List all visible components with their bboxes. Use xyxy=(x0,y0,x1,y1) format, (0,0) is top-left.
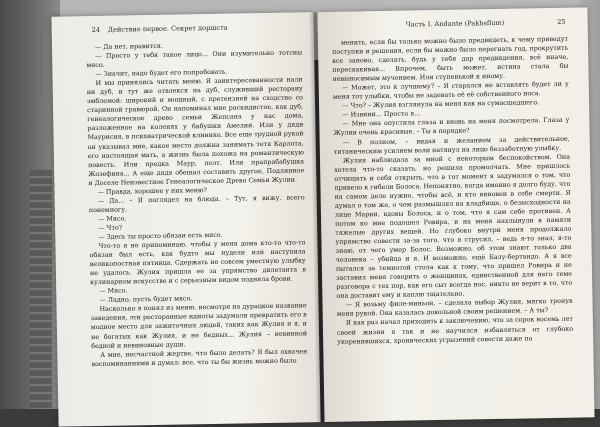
left_page-line: — Да нет, нравится. xyxy=(94,42,163,51)
right_page-line: менить, если бы только можно было предвидеть, к чему приведут поступки и решения, если бы можно было перегнать год, прокрутить все заново, сделать, будь у тебя дар предвидения, всё иначе, перескакивая... Впрочем, быть может, истина стала бы невыносимым мучением. Или ступенькой к иному. xyxy=(332,35,569,84)
right_page-line: — Извини... Просто я... xyxy=(342,110,421,120)
left_page-line: Что-то я не припоминаю, чтобы у меня дома кто-то что-то обязан был есть, как будто мы нудели или наступила великопостная пятница. Сдержать не совсем уместную улыбку не удалось. Жулия пришла ее за упрямство дилетанта в кулинарном искусстве и с серьезным видом подняла брови. xyxy=(89,239,306,287)
left_page-line: — Да... – Я поглядел на блюда. – Тут, я вижу, всего понемногу. xyxy=(88,194,305,214)
left-page xyxy=(51,12,320,427)
left-page-number: 24 xyxy=(91,25,101,35)
background-book-spines xyxy=(30,170,52,409)
open-book xyxy=(51,7,596,426)
left-page-header xyxy=(91,22,296,35)
right-page-text xyxy=(332,35,573,347)
right_page-line: — Мне она опустила глаза и вновь на меня посмотрела. Глаза у Жулии очень красивые. – Ты в порядке? xyxy=(333,117,570,138)
right-running-head: Часть I. Andante (Pakhsflum) xyxy=(405,18,505,29)
right_page-line: — Что? – Жулия взглянула на меня как на сумасшедшего. xyxy=(342,99,540,110)
left_page-line: — Здесь ты просто обязан есть мясо. xyxy=(98,231,223,241)
right_page-line: Жулия наблюдала за мной с некоторым беспокойством. Она хотела что-то сказать, но решила промолчать. Мне пришлось отчищать и себя открыть, что в тот момент я задумался о том, что привело к гибели Болоса. Непонятно, когда именно я долго буду, что на самом деле нужно, чтобы всё, и кто виновен в себе смерти. Я думал о том же, о чем размышлял на кладбище, о безысходности на лице Марии, вдовы Болоса, и о том, что я сам себе противен. А потом ко мне подошел Ровира, и на меня нахлынули в памяти тяжелые других вещей. Но глубоко внутри меня продолжало упрямство совести за-за того, что я струсил, – ведь я-то знал, я-то знаю, от чего умер Болос. Возможно, об этом знают только два человека – убийца и я. И возможно, ещё Балу-бертандо. А я все пытался за темнотой стола как к тому, что пришел Ровира и не заставил меня говорить о женщинах, единственной для него теме разговора с тех пор, как его сыт всегда нос, никто не верит в то, что она доставит ему и каплю тщательно. xyxy=(334,153,573,301)
left_page-line: — Значит, надо будет его попробовать. xyxy=(95,68,228,79)
left_page-line: — Правда, хорошее у них меню? xyxy=(97,186,207,196)
left_page-line: — Мясо. xyxy=(99,287,128,296)
right-page xyxy=(317,7,594,422)
left-running-head: Действие первое. Секрет доршста xyxy=(107,23,228,34)
right-page-number: 25 xyxy=(557,17,566,26)
left_page-line: И мы принялись читать меню. Я заинтересованности нали ни дуб, и тут же отвлекся на дуб, служивший рестораиу эмблемой: широкий и мощный, с претензией на сходство со старинной гравюрой. Он напоминал мне раскидистое, как дуб, генеалогическое древо семьи Жепсана у нас дома, разложенное на коленях у бабушки Амелии. Или у дяди Маурисия, в психиатрической клинике. Все еще трудной рукой он указывал мне, какое место должна занимать тетя Карлота, его настоящая мать, а жизнь была похожа на романтическую повесть. Или предка Маур, поэт. Или прапрабабушка Жозефина... А еще дядя обещал составить другое, Подлинное и Доселе Неизвестное Генеалогическое Древо Семьи Жулии. xyxy=(86,76,305,187)
left_page-line: — Что? xyxy=(98,224,123,232)
right_page-line: — Может, это к лучшему? – Я старался не вставлять будет ли у меня тот улыбки, чтобы не задевать её её собственного носа. xyxy=(332,80,569,102)
left_page-line: — Мясо. xyxy=(97,215,127,223)
left_page-line: — Просто у тебя такое лицо... Они изумительно тотсны мясо. xyxy=(86,49,303,70)
right-page-header xyxy=(336,17,566,29)
left_page-line: — Ладно, пусть будет мясо. xyxy=(99,295,193,305)
left_page-line: Насколько я понял из меню, несмотря на дурацкое название заведения, эти ресторанные идиоты задумали превратить его в модное место для зажиточных людей, таких как Жулия и я, и не богатых как Жулия, и не бедных... Жулия – невинной бедной и невиновные души. xyxy=(90,302,308,350)
left-page-text xyxy=(86,39,308,368)
right_page-line: Я как раз начал приходить к заключению, что за сорок восемь лет своей жизни я так и не научился избавляться от глубоко укоренившихся, хронических угрызений совести даже по xyxy=(336,316,574,346)
right_page-line: — Я возьму филе-миньон, – сделала выбор Жулия, мягко тронув меня рукой. Она казалась довольной своим решением. – А ты? xyxy=(336,298,573,319)
left_page-line: А мне, несчастной жертве, что было делать? Я был охвачен воспоминаниями и думал: все, что ты бы жизнь можно было xyxy=(91,347,308,368)
right_page-line: — В полном, – видая и желанием за действительное, титаническим усилием воли натянул на лицо беззаботную улыбку. xyxy=(333,135,570,156)
